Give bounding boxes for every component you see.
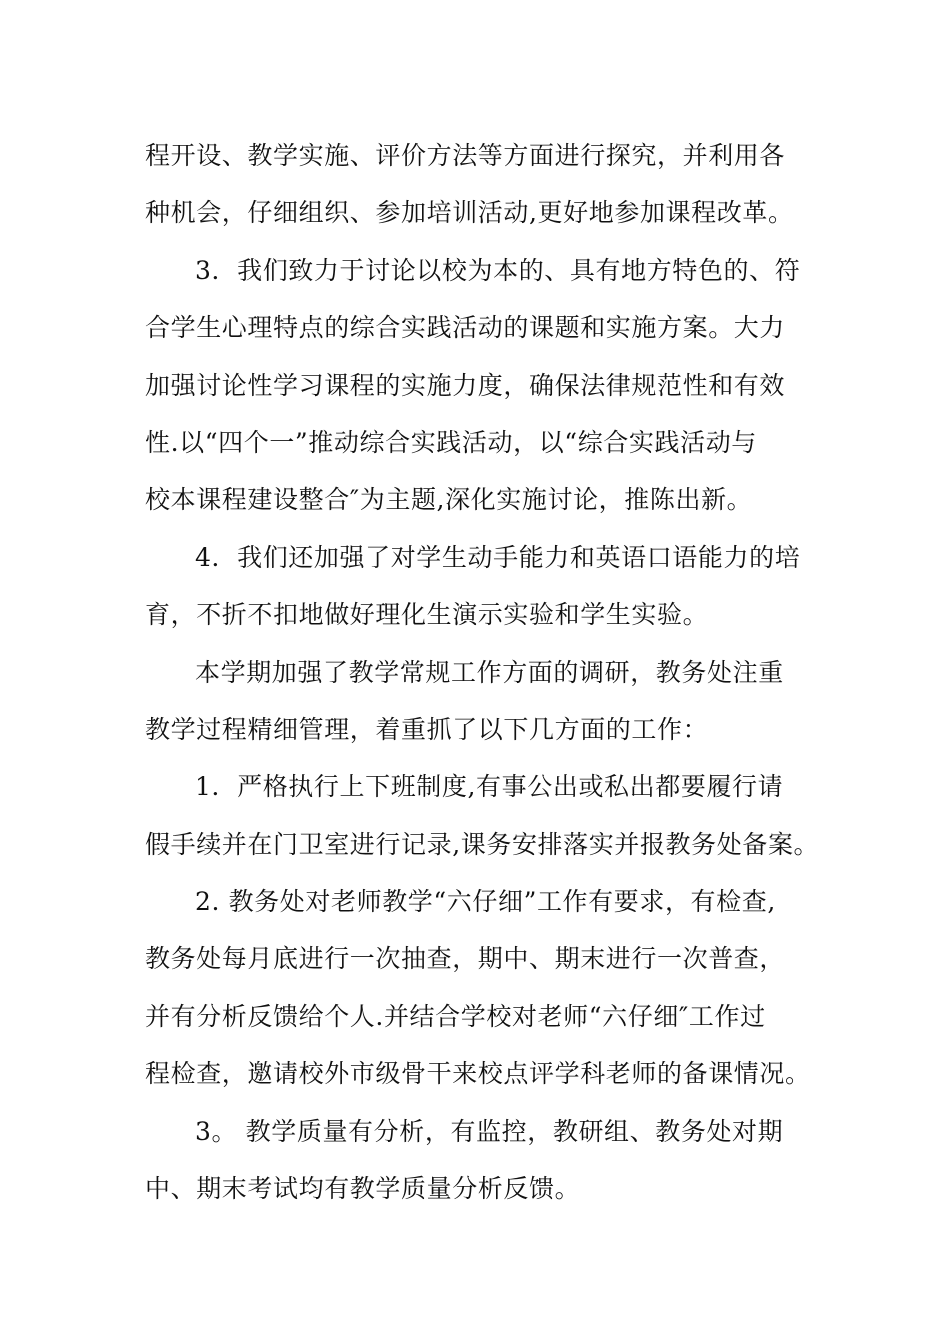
text-line: 程检查，邀请校外市级骨干来校点评学科老师的备课情况。 [145, 1059, 811, 1089]
text-line: 性.以“四个一”推动综合实践活动，以“综合实践活动与 [145, 427, 757, 457]
text-line: 本学期加强了教学常规工作方面的调研，教务处注重 [195, 657, 784, 687]
text-line: 中、期末考试均有教学质量分析反馈。 [145, 1174, 581, 1204]
text-line: 校本课程建设整合″为主题,深化实施讨论，推陈出新。 [145, 485, 753, 515]
text-line: 教学过程精细管理，着重抓了以下几方面的工作： [145, 714, 709, 744]
text-line: 2. 教务处对老师教学“六仔细”工作有要求，有检查, [195, 887, 776, 917]
text-line: 程开设、教学实施、评价方法等方面进行探究，并利用各 [145, 141, 786, 170]
text-line: 教务处每月底进行一次抽查，期中、期末进行一次普查， [145, 944, 786, 974]
text-line: 假手续并在门卫室进行记录,课务安排落实并报教务处备案。 [145, 829, 820, 859]
text-line: 合学生心理特点的综合实践活动的课题和实施方案。大力 [145, 313, 786, 343]
text-line: 加强讨论性学习课程的实施力度，确保法律规范性和有效 [145, 370, 786, 400]
text-line: 3。 教学质量有分析，有监控，教研组、教务处对期 [195, 1116, 784, 1146]
text-line: 4．我们还加强了对学生动手能力和英语口语能力的培 [195, 542, 801, 572]
text-line: 育，不折不扣地做好理化生演示实验和学生实验。 [145, 600, 709, 630]
text-line: 1．严格执行上下班制度,有事公出或私出都要履行请 [195, 772, 784, 802]
text-line: 种机会，仔细组织、参加培训活动,更好地参加课程改革。 [145, 198, 794, 228]
document-body [145, 127, 820, 1217]
text-line: 并有分析反馈给个人.并结合学校对老师“六仔细″工作过 [145, 1001, 766, 1031]
text-line: 3．我们致力于讨论以校为本的、具有地方特色的、符 [195, 255, 801, 285]
